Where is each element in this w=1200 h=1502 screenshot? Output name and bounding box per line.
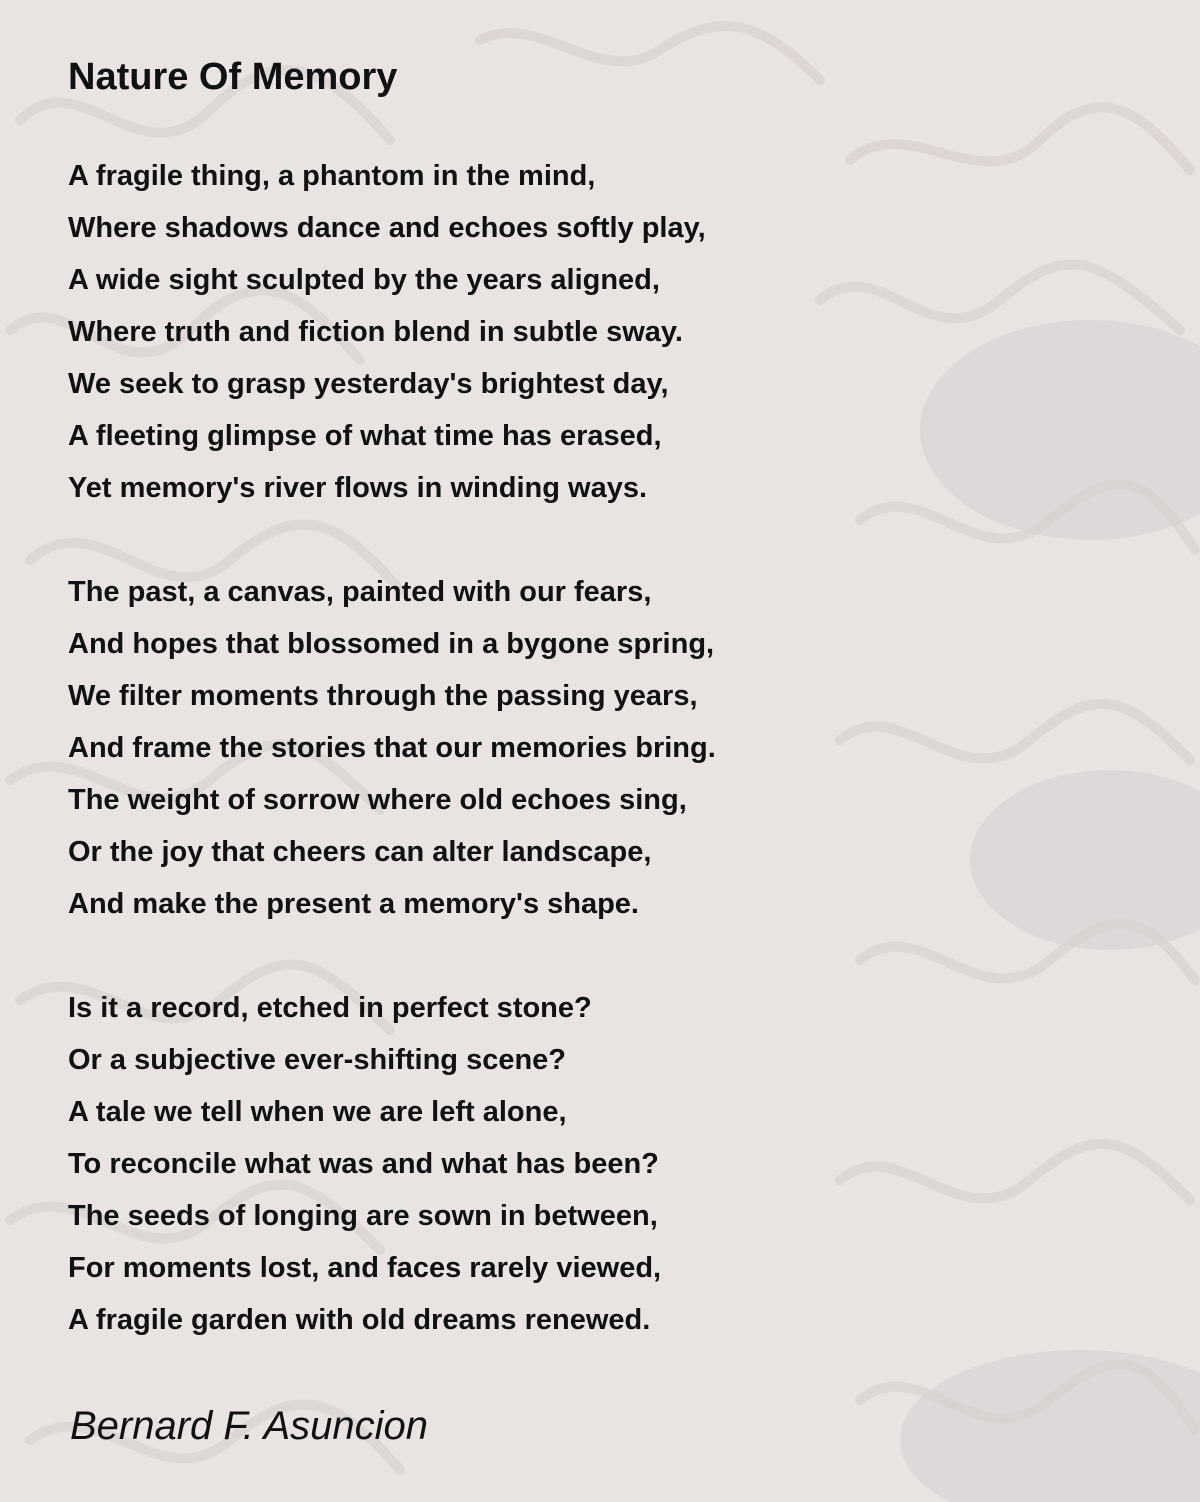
poem-line: We seek to grasp yesterday's brightest day, — [68, 368, 669, 400]
poem-line: Or a subjective ever-shifting scene? — [68, 1044, 567, 1076]
poem-line: The past, a canvas, painted with our fears, — [68, 576, 652, 608]
poem-title: Nature Of Memory — [68, 56, 398, 98]
stanza-1 — [68, 150, 706, 514]
poem-author: Bernard F. Asuncion — [70, 1404, 428, 1448]
poem-line: A fleeting glimpse of what time has erased, — [68, 420, 662, 452]
poem-line: We filter moments through the passing years, — [68, 680, 698, 712]
poem-line: Yet memory's river flows in winding ways. — [68, 472, 648, 504]
poem-line: And frame the stories that our memories bring. — [68, 732, 716, 764]
poem-line: Where shadows dance and echoes softly play, — [68, 212, 706, 244]
poem-line: Where truth and fiction blend in subtle sway. — [68, 316, 683, 348]
poem-line: The seeds of longing are sown in between, — [68, 1200, 658, 1232]
poem-line: And make the present a memory's shape. — [68, 888, 639, 920]
stanza-3 — [68, 982, 661, 1346]
poem-line: Or the joy that cheers can alter landscape, — [68, 836, 652, 868]
poem-line: And hopes that blossomed in a bygone spring, — [68, 628, 715, 660]
poem-line: A tale we tell when we are left alone, — [68, 1096, 567, 1128]
poem-line: A wide sight sculpted by the years aligned, — [68, 264, 660, 296]
poem-line: For moments lost, and faces rarely viewed, — [68, 1252, 662, 1284]
poem-line: Is it a record, etched in perfect stone? — [68, 992, 592, 1024]
poem-line: A fragile thing, a phantom in the mind, — [68, 160, 596, 192]
poem-line: To reconcile what was and what has been? — [68, 1148, 659, 1180]
poem-line: A fragile garden with old dreams renewed. — [68, 1304, 651, 1336]
stanza-2 — [68, 566, 716, 930]
poem-line: The weight of sorrow where old echoes sing, — [68, 784, 687, 816]
